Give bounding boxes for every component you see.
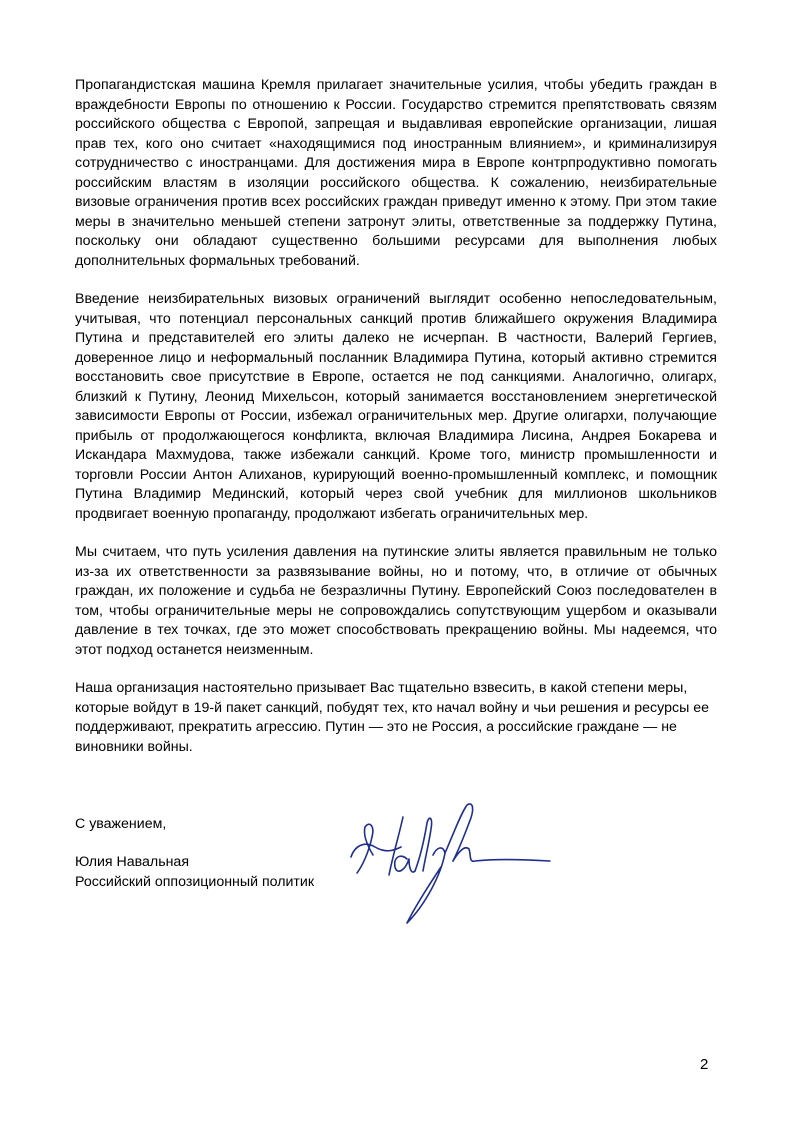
closing-salutation: С уважением, bbox=[75, 816, 167, 832]
paragraph-appeal: Наша организация настоятельно призывает Вас тщательно взвесить, в какой степени меры, которые войдут в 19-й пакет санкций, побудят тех, кто начал войну и чьи решения и ресурсы ее поддерживают, прекратить агрессию. Путин — это не Россия, а российские граждане — не виновники войны. bbox=[75, 680, 709, 755]
signer-title: Российский оппозиционный политик bbox=[75, 874, 315, 890]
paragraph-propaganda: Пропагандистская машина Кремля прилагает значительные усилия, чтобы убедить граждан в враждебности Европы по отношению к России. Государство стремится препятствовать связям российского общества с Европой, запрещая и выдавливая европейские организации, лишая прав тех, кого оно считает «находящимися под иностранным влиянием», и криминализируя сотрудничество с иностранцами. Для достижения мира в Европе контрпродуктивно помогать российским властям в изоляции российского общества. К сожалению, неизбирательные визовые ограничения против всех российских граждан приведут именно к этому. При этом такие меры в значительно меньшей степени затронут элиты, ответственные за поддержку Путина, поскольку они обладают существенно большими ресурсами для выполнения любых дополнительных формальных требований. bbox=[75, 77, 717, 269]
paragraph-pressure-on-elites: Мы считаем, что путь усиления давления на путинские элиты является правильным не только из-за их ответственности за развязывание войны, но и потому, что, в отличие от обычных граждан, их положение и судьба не безразличны Путину. Европейский Союз последователен в том, чтобы ограничительные меры не сопровождались сопутствующим ущербом и оказывали давление в тех точках, где это может способствовать прекращению войны. Мы надеемся, что этот подход останется неизменным. bbox=[75, 544, 717, 658]
letter-body bbox=[75, 76, 717, 757]
signer-name: Юлия Навальная bbox=[75, 854, 190, 870]
paragraph-visa-restrictions: Введение неизбирательных визовых ограничений выглядит особенно непоследовательным, учитывая, что потенциал персональных санкций против ближайшего окружения Владимира Путина и представителей его элиты далеко не исчерпан. В частности, Валерий Гергиев, доверенное лицо и неформальный посланник Владимира Путина, который активно стремится восстановить свое присутствие в Европе, остается не под санкциями. Аналогично, олигарх, близкий к Путину, Леонид Михельсон, который занимается восстановлением энергетической зависимости Европы от России, избежал ограничительных мер. Другие олигархи, получающие прибыль от продолжающегося конфликта, включая Владимира Лисина, Андрея Бокарева и Искандара Махмудова, также избежали санкций. Кроме того, министр промышленности и торговли России Антон Алиханов, курирующий военно-промышленный комплекс, и помощник Путина Владимир Мединский, который через свой учебник для миллионов школьников продвигает военную пропаганду, продолжают избегать ограничительных мер. bbox=[75, 291, 717, 522]
page-number: 2 bbox=[700, 1056, 709, 1073]
handwritten-signature bbox=[345, 795, 560, 930]
